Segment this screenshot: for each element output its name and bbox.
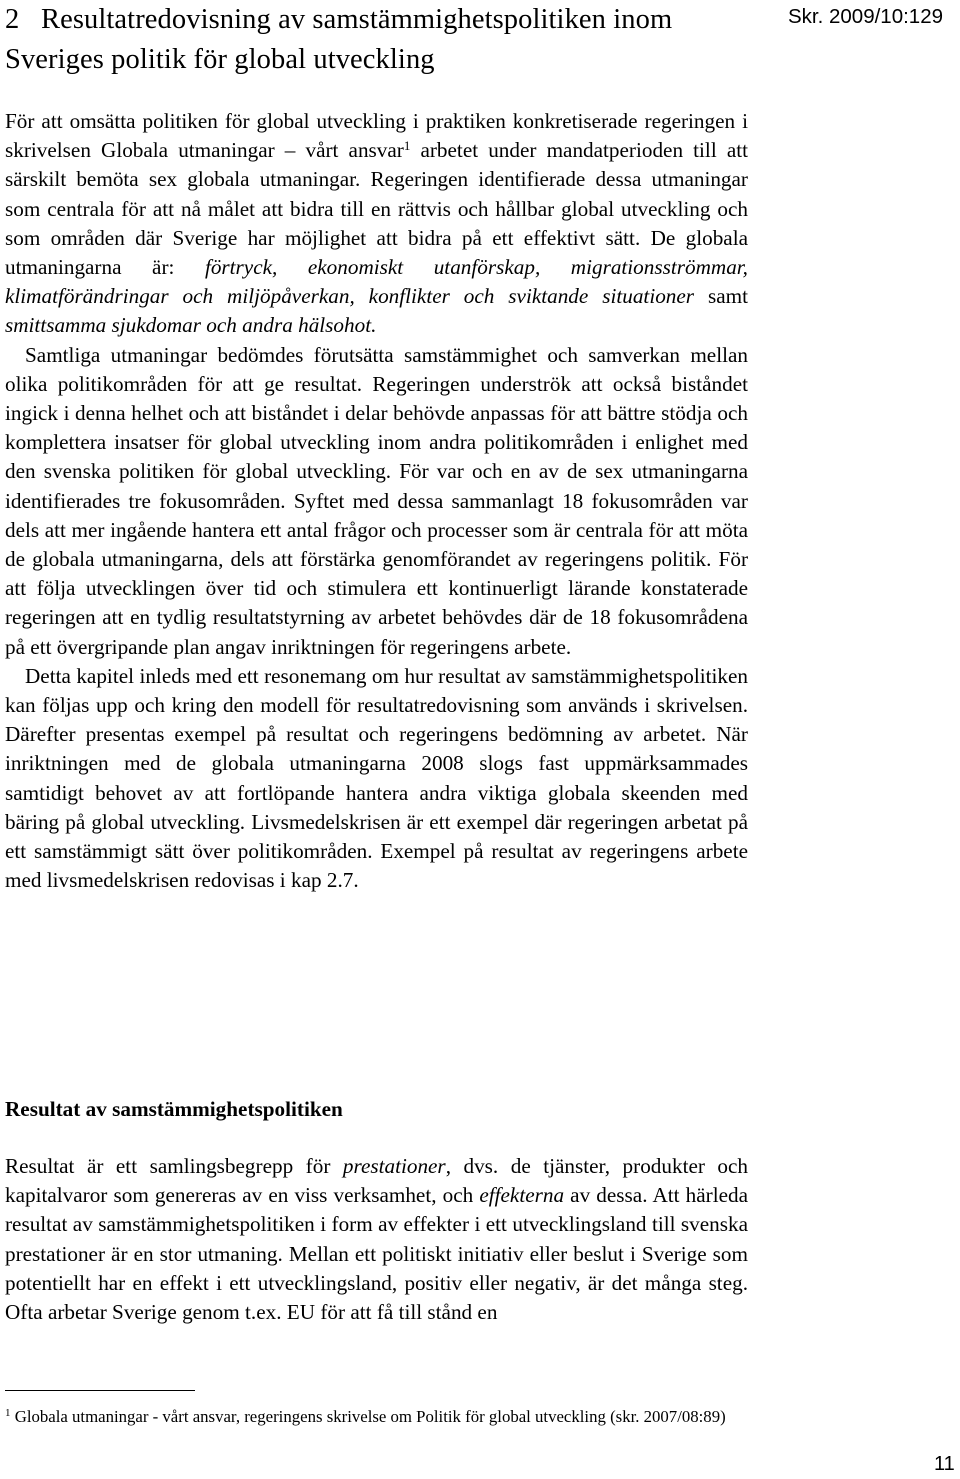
footnote-divider <box>5 1390 195 1391</box>
paragraph-text: av dessa. Att härleda resultat av samstämmighetspolitiken i form av effekter i ett utvecklingsland till svenska prestationer är en stor utmaning. Mellan ett politiskt initiativ eller beslut i Sverige som potentiellt har en effekt i ett utvecklingsland, positiv eller negativ, är det många steg. Ofta arbetar Sverige genom t.ex. EU för att få till stånd en <box>5 1183 748 1325</box>
term-prestationer: prestationer <box>342 1154 446 1178</box>
section-body <box>5 1152 748 1327</box>
paragraph-text: Resultat är ett samlingsbegrepp för <box>5 1154 343 1178</box>
chapter-number: 2 <box>5 4 20 35</box>
section-paragraph <box>5 1152 748 1327</box>
paragraph-text: samt <box>694 284 748 309</box>
page-number: 11 <box>934 1453 955 1475</box>
footnote-text: Globala utmaningar - vårt ansvar, regeringens skrivelse om Politik för global utveckling (skr. 2007/08:89) <box>10 1407 726 1426</box>
paragraph-text: För att omsätta politiken för global utveckling i praktiken konkretiserade regeringen i skrivelsen Globala utmaningar – vårt ansvar <box>5 109 748 163</box>
challenges-list: förtryck, ekonomiskt utanförskap, migrationsströmmar, klimatförändringar och miljöpåverkan, konflikter och sviktande situationer <box>5 255 748 309</box>
document-reference: Skr. 2009/10:129 <box>788 5 944 28</box>
intro-body <box>5 107 748 895</box>
chapter-title: Resultatredovisning av samstämmighetspolitiken inom Sveriges politik för global utveckling <box>5 4 673 75</box>
footnote-reference[interactable]: 1 <box>403 138 411 154</box>
chapter-heading <box>5 0 760 80</box>
paragraph-text: , dvs. de tjänster, produkter och kapitalvaror som genereras av en viss verksamhet, och <box>5 1154 749 1208</box>
footnote <box>5 1406 745 1427</box>
footnote-mark: 1 <box>5 1407 11 1419</box>
intro-paragraph-2: Samtliga utmaningar bedömdes förutsätta samstämmighet och samverkan mellan olika politikområden för att ge resultat. Regeringen underströk att också biståndet ingick i denna helhet och att biståndet i delar behövde anpassas för att bättre stödja och komplettera insatser för global utveckling inom andra politikområden i enlighet med den svenska politiken för global utveckling. För var och en av de sex utmaningarna identifierades tre fokusområden. Syftet med dessa sammanlagt 18 fokusområden var dels att mer ingående hantera ett antal frågor och processer som är centrala för att möta de globala utmaningarna, dels att förstärka genomförandet av regeringens politik. För att följa utvecklingen över tid och stimulera ett kontinuerligt lärande konstaterade regeringen att en tydlig resultatstyrning av arbetet behövdes där de 18 fokusområdena på ett övergripande plan angav inriktningen för regeringens arbete. <box>5 342 748 659</box>
paragraph-text: arbetet under mandatperioden till att särskilt bemöta sex globala utmaningar. Regeringen identifierade dessa utmaningar som centrala för att nå målet att bidra till en rättvis och hållbar global utveckling och som områden där Sverige har möjlighet att bidra på ett effektivt sätt. De globala utmaningarna är: <box>5 138 748 280</box>
intro-paragraph-1 <box>5 107 748 341</box>
section-heading: Resultat av samstämmighetspolitiken <box>5 1097 343 1121</box>
term-effekterna: effekterna <box>479 1183 565 1208</box>
intro-paragraph-3: Detta kapitel inleds med ett resonemang om hur resultat av samstämmighetspolitiken kan följas upp och kring den modell för resultatredovisning som används i skrivelsen. Därefter presentas exempel på resultat och regeringens bedömning av arbetet. När inriktningen med de globala utmaningarna 2008 slogs fast uppmärksammades samtidigt behovet av att fortlöpande hantera andra viktiga globala skeenden med bäring på global utveckling. Livsmedelskrisen är ett exempel där regeringen arbetat på ett samstämmigt sätt över politikområden. Exempel på resultat av regeringens arbete med livsmedelskrisen redovisas i kap 2.7. <box>5 663 748 893</box>
challenge-last: smittsamma sjukdomar och andra hälsohot. <box>5 313 377 338</box>
